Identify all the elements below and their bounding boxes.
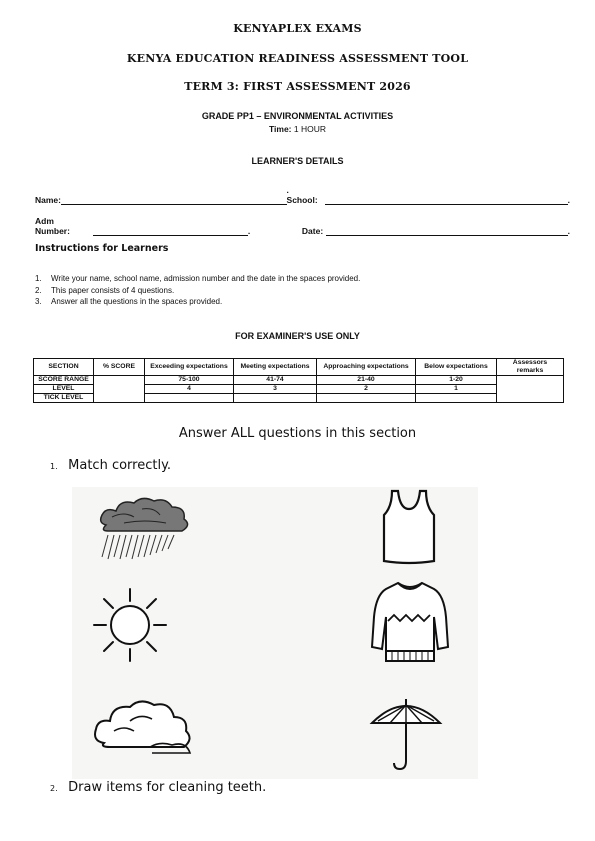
umbrella-icon[interactable]	[366, 695, 446, 775]
school-label: . School:	[286, 185, 318, 205]
row-label: SCORE RANGE	[34, 376, 94, 385]
header-below: Below expectations	[416, 359, 497, 376]
learner-details-title: LEARNER'S DETAILS	[251, 156, 344, 166]
date-end-dot: .	[567, 226, 570, 236]
date-field[interactable]	[326, 226, 567, 236]
sweater-icon[interactable]	[368, 577, 452, 665]
examiner-table	[33, 358, 564, 403]
tick-cell[interactable]	[416, 394, 497, 403]
adm-number-field[interactable]	[93, 226, 251, 236]
table-cell: 75-100	[145, 376, 234, 385]
date-label: Date:	[301, 226, 324, 236]
remarks-cell[interactable]	[497, 376, 564, 403]
cloud-icon[interactable]	[90, 695, 200, 761]
name-school-row	[35, 185, 570, 205]
tick-cell[interactable]	[317, 394, 416, 403]
sun-icon[interactable]	[90, 585, 170, 665]
table-cell: 3	[234, 385, 317, 394]
question-text: Draw items for cleaning teeth.	[68, 780, 267, 795]
table-cell: 1-20	[416, 376, 497, 385]
instructions-title: Instructions for Learners	[35, 243, 169, 254]
instructions-list	[35, 273, 360, 308]
term-title: TERM 3: FIRST ASSESSMENT 2026	[184, 80, 411, 93]
time-label: Time:	[268, 124, 292, 134]
matching-pictures	[72, 487, 478, 779]
question-1	[50, 458, 171, 473]
instruction-item: 2. This paper consists of 4 questions.	[35, 285, 175, 295]
school-end-dot: .	[567, 195, 570, 205]
table-row	[34, 376, 564, 385]
tick-cell[interactable]	[234, 394, 317, 403]
grade-subject-title: GRADE PP1 – ENVIRONMENTAL ACTIVITIES	[201, 111, 394, 121]
rain-cloud-icon[interactable]	[94, 495, 194, 565]
adm-date-row	[35, 216, 570, 236]
school-field[interactable]	[325, 195, 567, 205]
question-number: 1.	[50, 462, 58, 471]
question-number: 2.	[50, 784, 58, 793]
exam-provider-title: KENYAPLEX EXAMS	[233, 22, 362, 35]
adm-end-dot: .	[247, 226, 251, 236]
question-text: Match correctly.	[68, 458, 172, 473]
table-cell: 41-74	[234, 376, 317, 385]
examiner-table-header-row	[34, 359, 564, 376]
name-label: Name:	[35, 195, 61, 205]
name-field[interactable]	[61, 195, 287, 205]
row-label: LEVEL	[34, 385, 94, 394]
header-meeting: Meeting expectations	[234, 359, 317, 376]
table-cell: 4	[145, 385, 234, 394]
tick-cell[interactable]	[145, 394, 234, 403]
table-cell: 1	[416, 385, 497, 394]
header-exceeding: Exceeding expectations	[145, 359, 234, 376]
score-cell[interactable]	[94, 376, 145, 403]
question-2	[50, 780, 266, 795]
row-label: TICK LEVEL	[34, 394, 94, 403]
section-heading: Answer ALL questions in this section	[178, 426, 417, 441]
instruction-item: 3. Answer all the questions in the spaces provided.	[35, 297, 223, 306]
header-section: SECTION	[34, 359, 94, 376]
table-cell: 2	[317, 385, 416, 394]
assessment-tool-title: KENYA EDUCATION READINESS ASSESSMENT TOOL	[126, 52, 469, 65]
adm-number-label: Adm Number:	[35, 216, 70, 236]
vest-icon[interactable]	[374, 487, 444, 567]
time-line	[0, 124, 595, 134]
table-cell: 21-40	[317, 376, 416, 385]
header-score: % SCORE	[94, 359, 145, 376]
examiner-title: FOR EXAMINER'S USE ONLY	[235, 331, 360, 341]
header-approaching: Approaching expectations	[317, 359, 416, 376]
time-value: 1 HOUR	[293, 124, 327, 134]
instruction-item: 1. Write your name, school name, admission number and the date in the spaces provided.	[35, 274, 361, 283]
header-remarks: Assessors remarks	[497, 359, 564, 376]
